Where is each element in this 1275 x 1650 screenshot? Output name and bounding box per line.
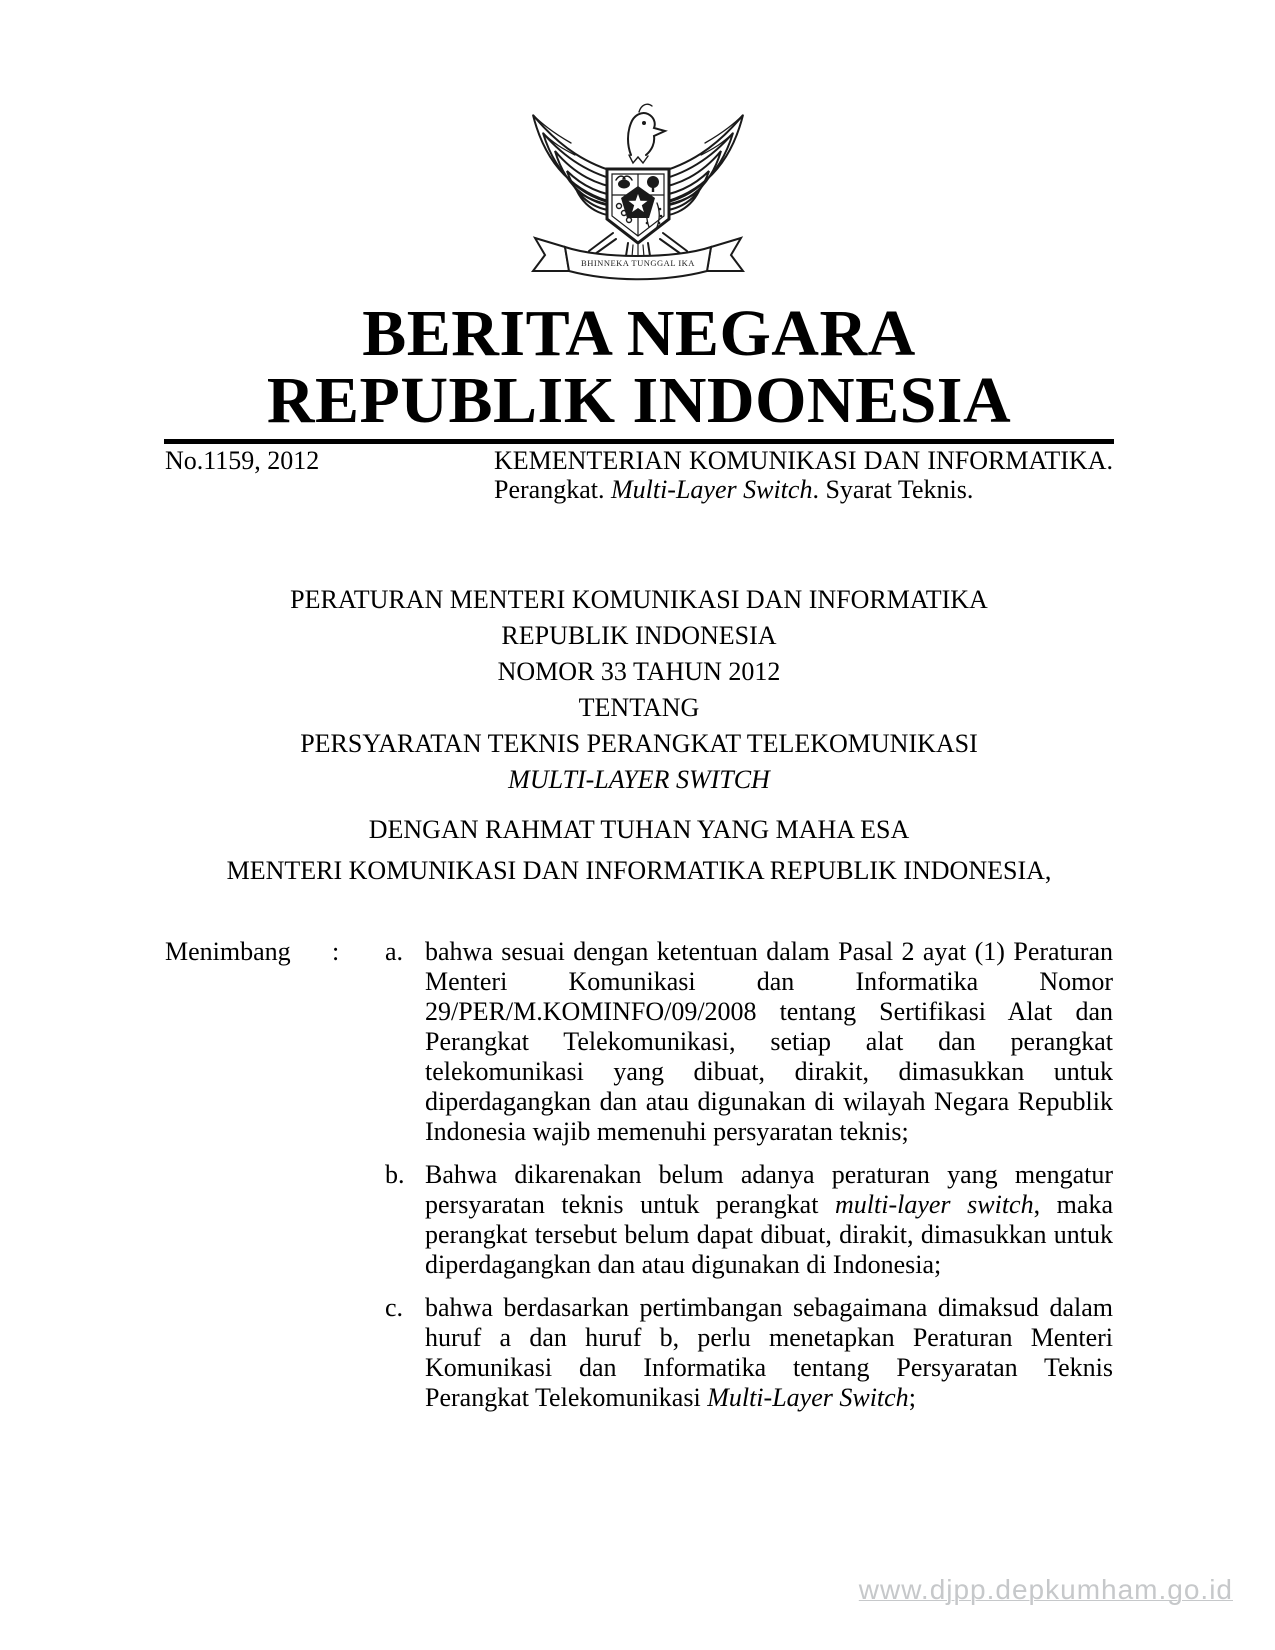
regulation-title-block	[165, 582, 1113, 798]
item-text: Bahwa dikarenakan belum adanya peraturan yang mengatur persyaratan teknis untuk perangkat multi-layer switch, maka perangkat tersebut belum dapat dibuat, dirakit, dimasukkan untuk diperdagangkan dan atau digunakan di Indonesia;	[425, 1160, 1113, 1279]
considering-item-c	[165, 1293, 1113, 1413]
item-marker: a.	[385, 937, 404, 966]
item-marker: b.	[385, 1160, 405, 1189]
subject-abstract: KEMENTERIAN KOMUNIKASI DAN INFORMATIKA. Perangkat. Multi-Layer Switch. Syarat Teknis.	[494, 446, 1113, 504]
item-text: bahwa berdasarkan pertimbangan sebagaimana dimaksud dalam huruf a dan huruf b, perlu menetapkan Peraturan Menteri Komunikasi dan Informatika tentang Persyaratan Teknis Perangkat Telekomunikasi Multi-Layer Switch;	[425, 1293, 1113, 1412]
invocation-line: DENGAN RAHMAT TUHAN YANG MAHA ESA	[368, 815, 910, 844]
regulation-title-line: REPUBLIK INDONESIA	[501, 621, 777, 650]
gazette-title-line1: BERITA NEGARA	[362, 297, 916, 370]
gazette-number: No.1159, 2012	[165, 446, 320, 475]
considering-colon: :	[332, 937, 340, 966]
authority-line: MENTERI KOMUNIKASI DAN INFORMATIKA REPUBLIK INDONESIA,	[226, 856, 1052, 885]
considering-section	[165, 937, 1113, 1413]
gazette-header-row	[165, 446, 1113, 504]
regulation-title-line: PERATURAN MENTERI KOMUNIKASI DAN INFORMATIKA	[290, 585, 988, 614]
regulation-about-line: TENTANG	[578, 693, 700, 722]
masthead-divider-rule	[164, 439, 1114, 444]
considering-colon-spacer	[332, 1293, 385, 1413]
considering-label-spacer	[165, 1160, 332, 1280]
emblem-motto: BHINNEKA TUNGGAL IKA	[581, 258, 695, 268]
considering-item-a	[165, 937, 1113, 1147]
garuda-pancasila-emblem	[515, 85, 761, 285]
item-text: bahwa sesuai dengan ketentuan dalam Pasal 2 ayat (1) Peraturan Menteri Komunikasi dan Informatika Nomor 29/PER/M.KOMINFO/09/2008 tentang Sertifikasi Alat dan Perangkat Telekomunikasi, setiap alat dan perangkat telekomunikasi yang dibuat, dirakit, dimasukkan untuk diperdagangkan dan atau digunakan di wilayah Negara Republik Indonesia wajib memenuhi persyaratan teknis;	[425, 937, 1113, 1146]
regulation-subject-line: PERSYARATAN TEKNIS PERANGKAT TELEKOMUNIKASI	[300, 729, 978, 758]
regulation-subject-line-italic: MULTI-LAYER SWITCH	[508, 765, 770, 794]
garuda-eagle-icon	[515, 85, 761, 285]
considering-colon-spacer	[332, 1160, 385, 1280]
considering-item-b	[165, 1160, 1113, 1280]
considering-label-spacer	[165, 1293, 332, 1413]
footer-watermark: www.djpp.depkumham.go.id	[858, 1574, 1233, 1605]
gazette-masthead-title	[165, 297, 1113, 437]
gazette-title-line2: REPUBLIK INDONESIA	[266, 364, 1012, 437]
considering-label: Menimbang	[165, 937, 291, 966]
regulation-number-line: NOMOR 33 TAHUN 2012	[497, 657, 781, 686]
item-marker: c.	[385, 1293, 404, 1322]
